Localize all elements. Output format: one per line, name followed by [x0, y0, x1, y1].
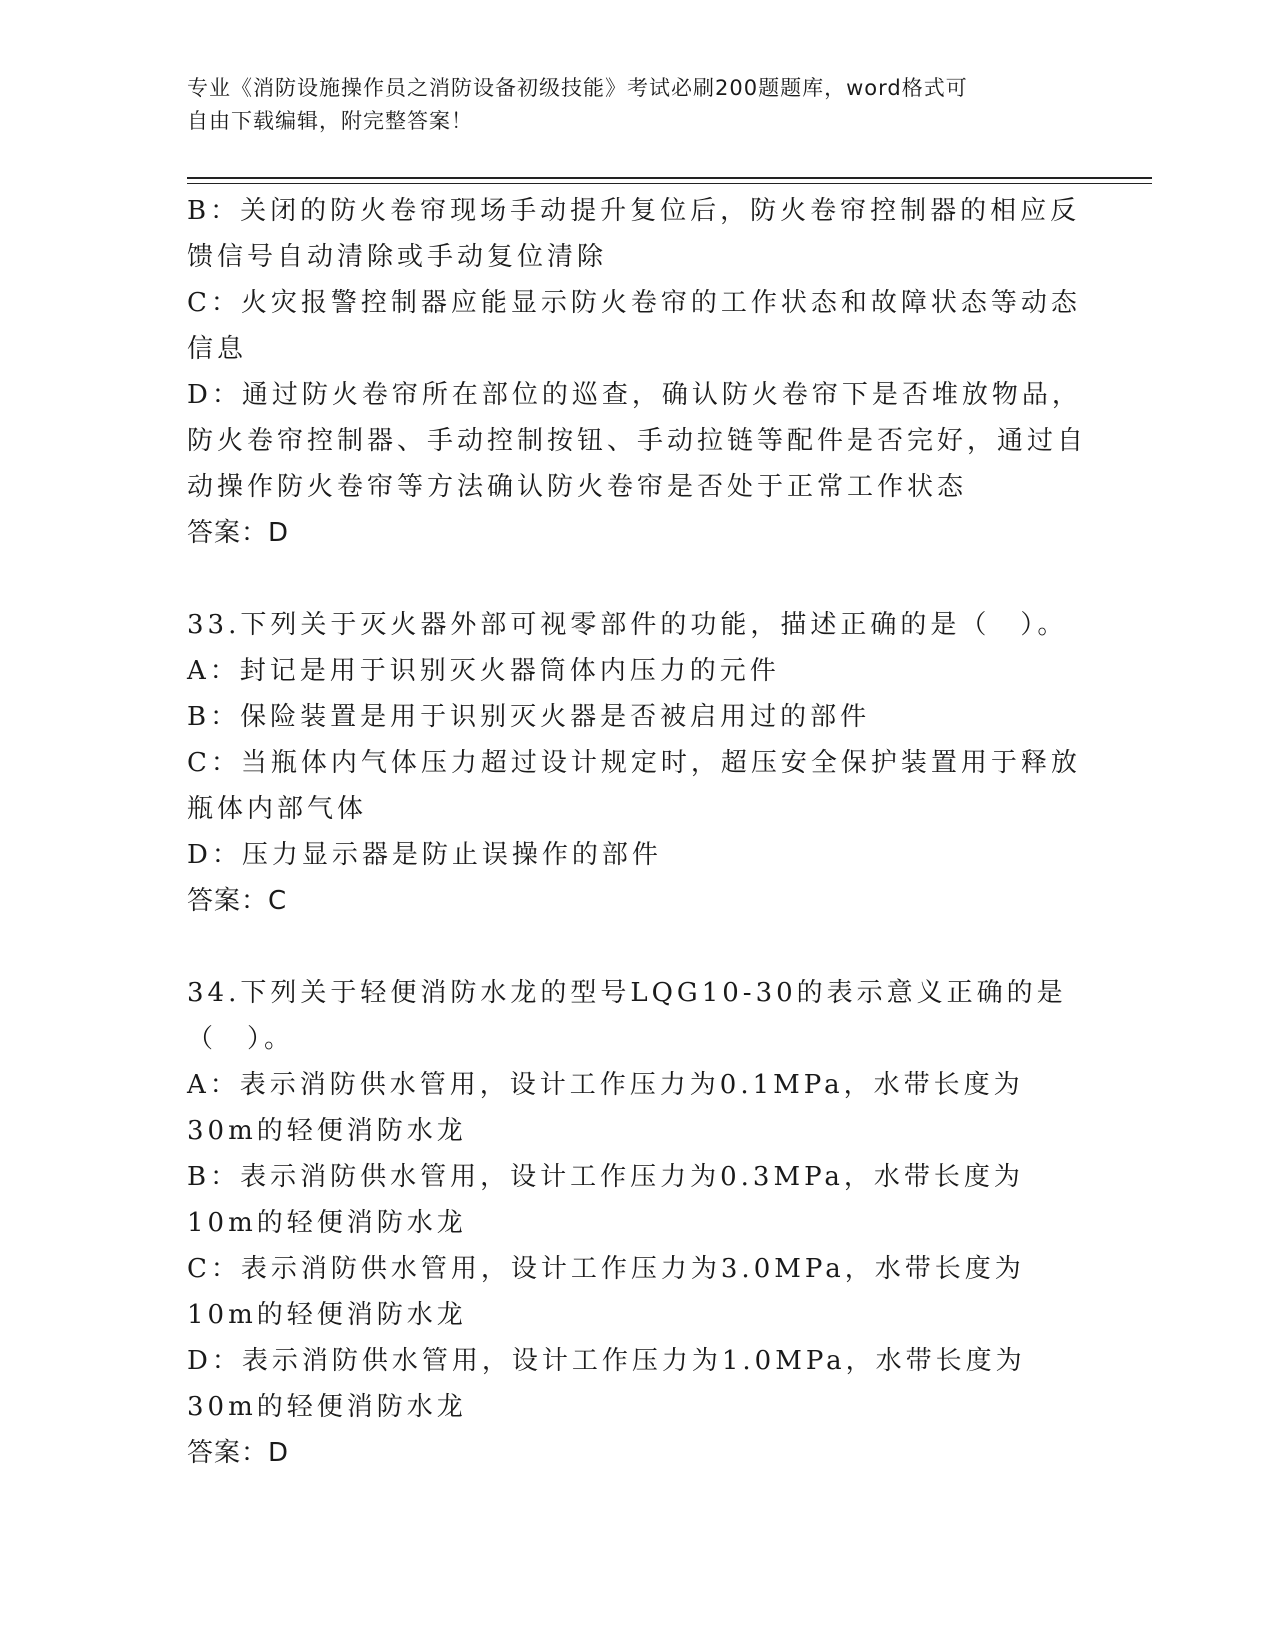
q34-option-c: C：表示消防供水管用，设计工作压力为3.0MPa，水带长度为10m的轻便消防水龙 [187, 1254, 1025, 1330]
q33-option-a: A：封记是用于识别灭火器筒体内压力的元件 [187, 656, 780, 686]
question-34 [187, 970, 1087, 1476]
header-line-2: 自由下载编辑，附完整答案！ [187, 109, 473, 133]
q34-stem: 34.下列关于轻便消防水龙的型号LQG10-30的表示意义正确的是（ ）。 [187, 978, 1067, 1054]
question-spacer [187, 556, 1087, 602]
q32-option-b: B：关闭的防火卷帘现场手动提升复位后，防火卷帘控制器的相应反馈信号自动清除或手动复位清除 [187, 196, 1081, 272]
header-line-1: 专业《消防设施操作员之消防设备初级技能》考试必刷200题题库，word格式可 [187, 76, 968, 100]
q33-option-c: C：当瓶体内气体压力超过设计规定时，超压安全保护装置用于释放瓶体内部气体 [187, 748, 1081, 824]
q33-stem: 33.下列关于灭火器外部可视零部件的功能，描述正确的是（ ）。 [187, 610, 1068, 640]
q34-option-a: A：表示消防供水管用，设计工作压力为0.1MPa，水带长度为30m的轻便消防水龙 [187, 1070, 1024, 1146]
document-header [187, 72, 1087, 138]
q33-option-b: B：保险装置是用于识别灭火器是否被启用过的部件 [187, 702, 871, 732]
header-divider-thick [187, 177, 1152, 179]
q32-option-c: C：火灾报警控制器应能显示防火卷帘的工作状态和故障状态等动态信息 [187, 288, 1081, 364]
question-spacer [187, 924, 1087, 970]
q33-answer: 答案：C [187, 886, 288, 916]
q34-option-b: B：表示消防供水管用，设计工作压力为0.3MPa，水带长度为10m的轻便消防水龙 [187, 1162, 1024, 1238]
q32-answer: 答案：D [187, 518, 290, 548]
q34-answer: 答案：D [187, 1438, 290, 1468]
question-32-continued [187, 188, 1087, 556]
question-33 [187, 602, 1087, 924]
header-divider-thin [187, 183, 1152, 184]
q34-option-d: D：表示消防供水管用，设计工作压力为1.0MPa，水带长度为30m的轻便消防水龙 [187, 1346, 1026, 1422]
q33-option-d: D：压力显示器是防止误操作的部件 [187, 840, 662, 870]
q32-option-d: D：通过防火卷帘所在部位的巡查，确认防火卷帘下是否堆放物品，防火卷帘控制器、手动控制按钮、手动拉链等配件是否完好，通过自动操作防火卷帘等方法确认防火卷帘是否处于正常工作状态 [187, 380, 1088, 502]
question-content [187, 188, 1087, 1476]
